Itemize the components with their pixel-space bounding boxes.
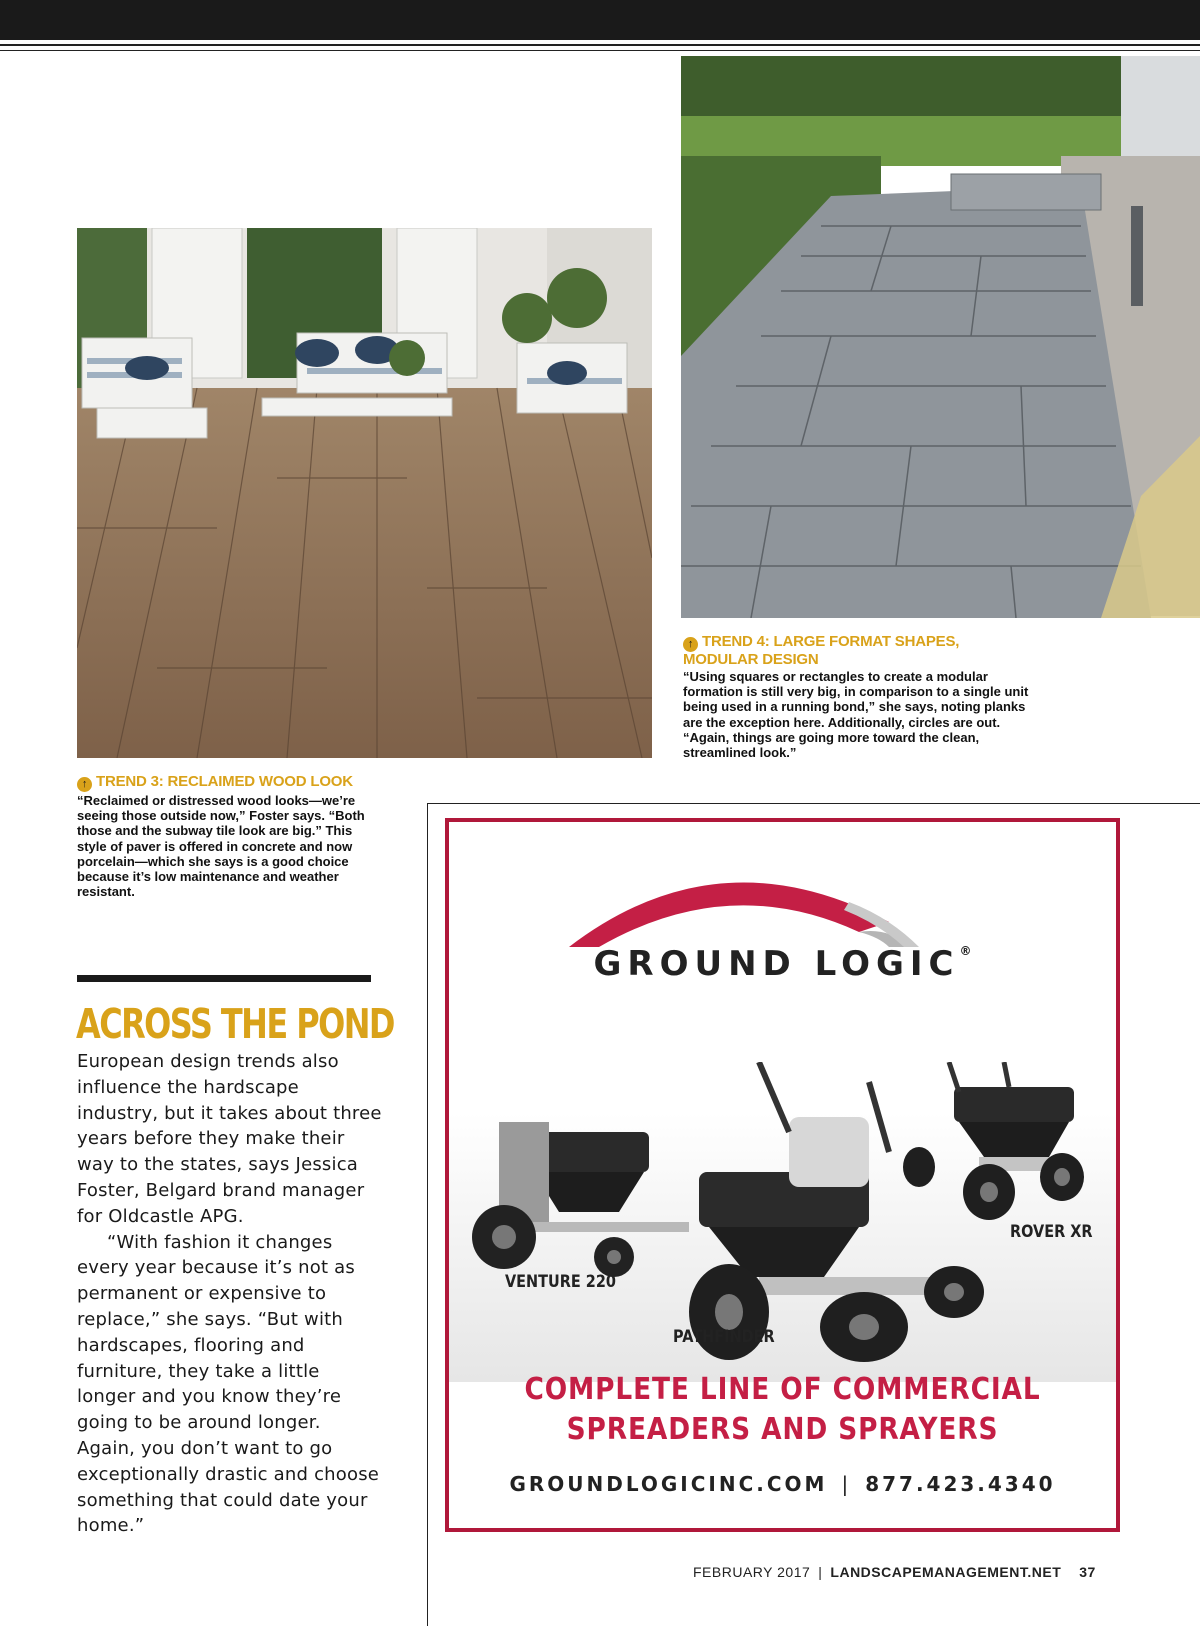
arrow-up-circle-icon: ↑ (77, 777, 92, 792)
paver-walkway-photo (681, 56, 1200, 618)
header-rule-thin (0, 50, 1200, 51)
issue-date: FEBRUARY 2017 (693, 1564, 811, 1580)
product-label-rover: ROVER XR (1010, 1222, 1093, 1242)
page-number: 37 (1079, 1564, 1096, 1580)
ground-logic-advertisement[interactable] (445, 818, 1120, 1532)
trend3-body: “Reclaimed or distressed wood looks—we’re seeing those outside now,” Foster says. “Both those and the subway tile look are big.” This style of paver is offered in concrete and now porcelain—which she says is a good choice because it’s low maintenance and weather resistant. (77, 793, 365, 900)
article-paragraph-2: “With fashion it changes every year because it’s not as permanent or expensive to replace,” she says. “But with hardscapes, flooring and furniture, they take a little longer and you know they’re going to be around longer. Again, you don’t want to go exceptionally drastic and choose something that could date your home.” (77, 1231, 380, 1537)
trend3-caption (77, 774, 367, 899)
product-label-pathfinder: PATHFINDER (673, 1327, 775, 1347)
header-rule (0, 44, 1200, 46)
ad-frame-rule-horizontal (427, 803, 1200, 804)
page-footer (693, 1564, 1096, 1580)
ad-contact-line (449, 1472, 1116, 1496)
ad-phone-number[interactable]: 877.423.4340 (865, 1472, 1056, 1496)
footer-website-link[interactable]: LANDSCAPEMANAGEMENT.NET (830, 1564, 1062, 1580)
registered-mark: ® (959, 944, 972, 958)
ad-contact-separator: | (841, 1472, 852, 1496)
section-divider-bar (77, 975, 371, 982)
trend4-body: “Using squares or rectangles to create a modular formation is still very big, in comparison to a single unit being used in a running bond,” she says, noting planks are the exception here. Additionally, circles are out. “Again, things are going more toward the clean, streamlined look.” (683, 669, 1029, 761)
trend4-title: TREND 4: LARGE FORMAT SHAPES, MODULAR DESIGN (683, 633, 960, 668)
brand-arc-logo (559, 862, 939, 947)
brand-name: GROUND LOGIC (593, 944, 960, 984)
ad-headline-line-1: COMPLETE LINE OF COMMERCIAL (524, 1372, 1041, 1407)
ad-headline (449, 1370, 1116, 1450)
rover-xr-spreader-graphic (903, 1062, 1084, 1220)
product-label-venture: VENTURE 220 (505, 1272, 616, 1292)
patio-wood-look-photo (77, 228, 652, 758)
arrow-up-circle-icon: ↑ (683, 637, 698, 652)
section-heading: ACROSS THE POND (76, 1000, 394, 1048)
ad-website-link[interactable]: GROUNDLOGICINC.COM (509, 1472, 828, 1496)
article-paragraph-1: European design trends also influence the hardscape industry, but it takes about three years before they make their way to the states, says Jessica Foster, Belgard brand manager for Oldcastle APG. (77, 1051, 382, 1227)
ad-frame-rule-vertical (427, 803, 428, 1626)
trend4-caption (683, 634, 1033, 760)
ad-headline-line-2: SPREADERS AND SPRAYERS (566, 1412, 999, 1447)
venture-220-spreader-graphic (472, 1122, 689, 1277)
trend3-title: TREND 3: RECLAIMED WOOD LOOK (96, 773, 353, 790)
spreader-products-illustration (459, 1062, 1109, 1362)
top-black-band (0, 0, 1200, 40)
footer-separator: | (818, 1564, 823, 1580)
article-body (77, 1049, 382, 1539)
pathfinder-spreader-graphic (689, 1062, 984, 1362)
